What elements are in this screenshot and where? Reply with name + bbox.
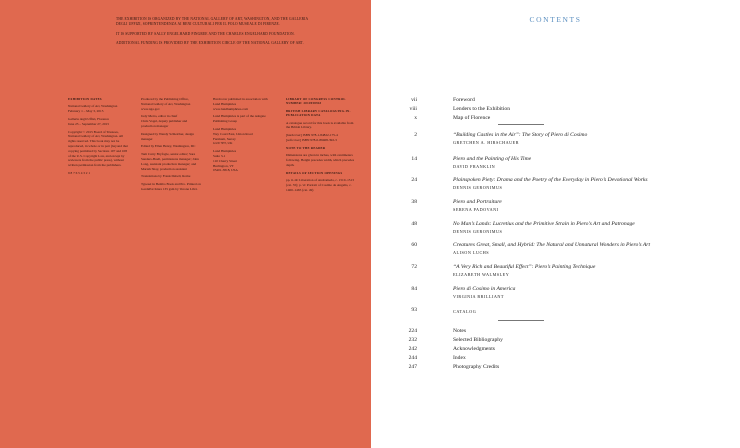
toc-page-number: 60 — [411, 242, 417, 248]
section-label: EXHIBITION DATES — [68, 97, 102, 101]
toc-page-number: 24 — [411, 177, 417, 183]
credit-paragraph: [hardcover] ISBN 978-1-84822-175-4 [softcover] ISBN 978-0-89468-392-3 — [286, 133, 338, 143]
toc-page-number: vii — [411, 97, 417, 103]
toc-page-number: 93 — [411, 307, 417, 313]
credit-paragraph: Lund Humphries Suite 3-1 110 Cherry Street Burlington, VT 05401-3818, USA — [213, 149, 238, 173]
credit-paragraph: Tam Curry Bryfogle, senior editor; Sara Sanders-Buell, permissions manager; John Long, assistant production manager; and Mariah Shay, production assistant — [141, 152, 199, 171]
column-publisher — [213, 97, 273, 176]
toc-title: “A Very Rich and Beautiful Effect”: Piero’s Painting Technique — [453, 264, 596, 270]
section-label: BRITISH LIBRARY CATALOGUING-IN-PUBLICATION DATA — [286, 108, 351, 118]
credit-paragraph: Dimensions are given in inches, with centimeters following. Height precedes width, which precedes depth. — [286, 153, 355, 167]
credit-paragraph: Galleria degli Uffizi, Florence June 23 – September 27, 2015 — [68, 117, 110, 126]
credit-paragraph: 9 8 7 6 5 4 3 2 1 — [68, 170, 91, 175]
toc-author: DENNIS GERONIMUS — [453, 229, 503, 234]
toc-title: Lenders to the Exhibition — [453, 106, 511, 112]
toc-title: Piero di Cosimo in America — [453, 286, 516, 292]
column-exhibition-dates — [68, 97, 128, 179]
contents-page — [371, 0, 740, 448]
toc-title: Index — [453, 355, 466, 361]
toc-page-number: 244 — [408, 355, 417, 361]
toc-title: Selected Bibliography — [453, 337, 503, 343]
toc-page-number: x — [414, 115, 417, 121]
credit-paragraph: A catalogue record for this book is available from the British Library. — [286, 120, 354, 130]
organizer-credits — [116, 17, 316, 51]
credit-paragraph: Lund Humphries is part of the Ashgate Publishing Group — [213, 114, 266, 124]
section-label: DETAILS OF SECTION OPENINGS — [286, 170, 343, 175]
toc-title: Plainspoken Piety: Drama and the Poetry of the Everyday in Piero’s Devotional Works — [453, 177, 648, 183]
toc-title: Notes — [453, 328, 467, 334]
toc-title: Piero and Portraiture — [453, 199, 502, 205]
toc-title: Piero and the Painting of His Time — [453, 156, 532, 162]
credit-paragraph: Lund Humphries Wey Court East, Union Road Farnham, Surrey GU9 7PT, UK — [213, 126, 253, 146]
credit-line: THE EXHIBITION IS ORGANIZED BY THE NATIONAL GALLERY OF ART, WASHINGTON, AND THE GALLERIA DEGLI UFFIZI, SOPRINTENDENZA AI BENI CULTURALI PER IL POLO MUSEALE DI FIRENZE. — [116, 17, 309, 27]
credit-paragraph: pp. ii–iii: Liberation of Andromeda, c. 1510–1513 (cat. 35); p. vi: Portrait of Cosimo de Angelis, c. 1460–1465 (cat. 49) — [286, 178, 354, 192]
page-title: CONTENTS — [529, 15, 582, 24]
section-label: LIBRARY OF CONGRESS CONTROL NUMBER: 2014958943 — [286, 97, 346, 106]
credit-paragraph: Hardcover published in association with Lund Humphries www.lundhumphries.com — [213, 97, 268, 111]
toc-author: DENNIS GERONIMUS — [453, 185, 503, 190]
divider — [498, 320, 544, 321]
credit-paragraph: Produced by the Publishing Office, National Gallery of Art, Washington www.nga.gov — [141, 97, 191, 111]
credit-paragraph: National Gallery of Art, Washington February 1 – May 3, 2015 — [68, 104, 118, 114]
toc-page-number: viii — [409, 106, 417, 112]
toc-author: VIRGINIA BRILLIANT — [453, 294, 504, 299]
toc-title: “Building Castles in the Air”: The Story of Piero di Cosimo — [453, 132, 588, 138]
column-catalog-data — [286, 97, 356, 195]
toc-author: ALISON LUCHS — [453, 250, 490, 255]
toc-author: DAVID FRANKLIN — [453, 164, 496, 169]
credit-line: IT IS SUPPORTED BY SALLY ENGELHARD PINGREE AND THE CHARLES ENGELHARD FOUNDATION. — [116, 31, 295, 36]
credit-paragraph: Copyright © 2015 Board of Trustees, National Gallery of Art, Washington. All rights reserved. This book may not be reproduced, in whole or in part (beyond that copying permitted by Sections 107 and 108 of the U.S. Copyright Law, and except by reviewers from the public press), without written permission from the publishers. — [68, 129, 128, 168]
toc-page-number: 224 — [408, 328, 417, 334]
credit-line: ADDITIONAL FUNDING IS PROVIDED BY THE EXHIBITION CIRCLE OF THE NATIONAL GALLERY OF ART. — [116, 41, 304, 46]
toc-title: No Man’s Lands: Lucretius and the Primitive Strain in Piero’s Art and Patronage — [453, 221, 635, 227]
toc-page-number: 72 — [411, 264, 417, 270]
toc-page-number: 2 — [414, 132, 417, 138]
toc-title: Map of Florence — [453, 115, 491, 121]
toc-title: Photography Credits — [453, 364, 500, 370]
toc-title: Creatures Great, Small, and Hybrid: The Natural and Unnatural Wonders in Piero’s Art — [453, 242, 651, 248]
toc-page-number: 232 — [408, 337, 417, 343]
credit-paragraph: Judy Metro, editor in chief Chris Vogel, deputy publisher and production manager — [141, 114, 188, 128]
divider — [498, 124, 544, 125]
section-label: NOTE TO THE READER — [286, 145, 326, 150]
toc-page-number: 38 — [411, 199, 417, 205]
toc-title: CATALOG — [453, 308, 477, 314]
column-production — [141, 97, 201, 195]
toc-title: Acknowledgments — [453, 346, 495, 352]
toc-page-number: 247 — [408, 364, 417, 370]
toc-title: Foreword — [453, 97, 475, 103]
credit-paragraph: Typeset in Bembo Book and Pro. Printed on GardaPat Kiara 135 gsm by Verona Libri. — [141, 182, 201, 191]
toc-author: GRETCHEN A. HIRSCHAUER — [453, 140, 520, 145]
credit-paragraph: Designed by Wendy Schleicher, design manager — [141, 131, 194, 141]
toc-author: SERENA PADOVANI — [453, 207, 499, 212]
credit-paragraph: Translations by Frank Dabell, Rome — [141, 174, 191, 179]
toc-page-number: 48 — [411, 221, 417, 227]
toc-author: ELIZABETH WALMSLEY — [453, 272, 510, 277]
toc-page-number: 14 — [411, 156, 417, 162]
credit-paragraph: Edited by Ellen Henry, Washington, DC — [141, 144, 196, 149]
toc-page-number: 242 — [408, 346, 417, 352]
toc-page-number: 84 — [411, 286, 417, 292]
